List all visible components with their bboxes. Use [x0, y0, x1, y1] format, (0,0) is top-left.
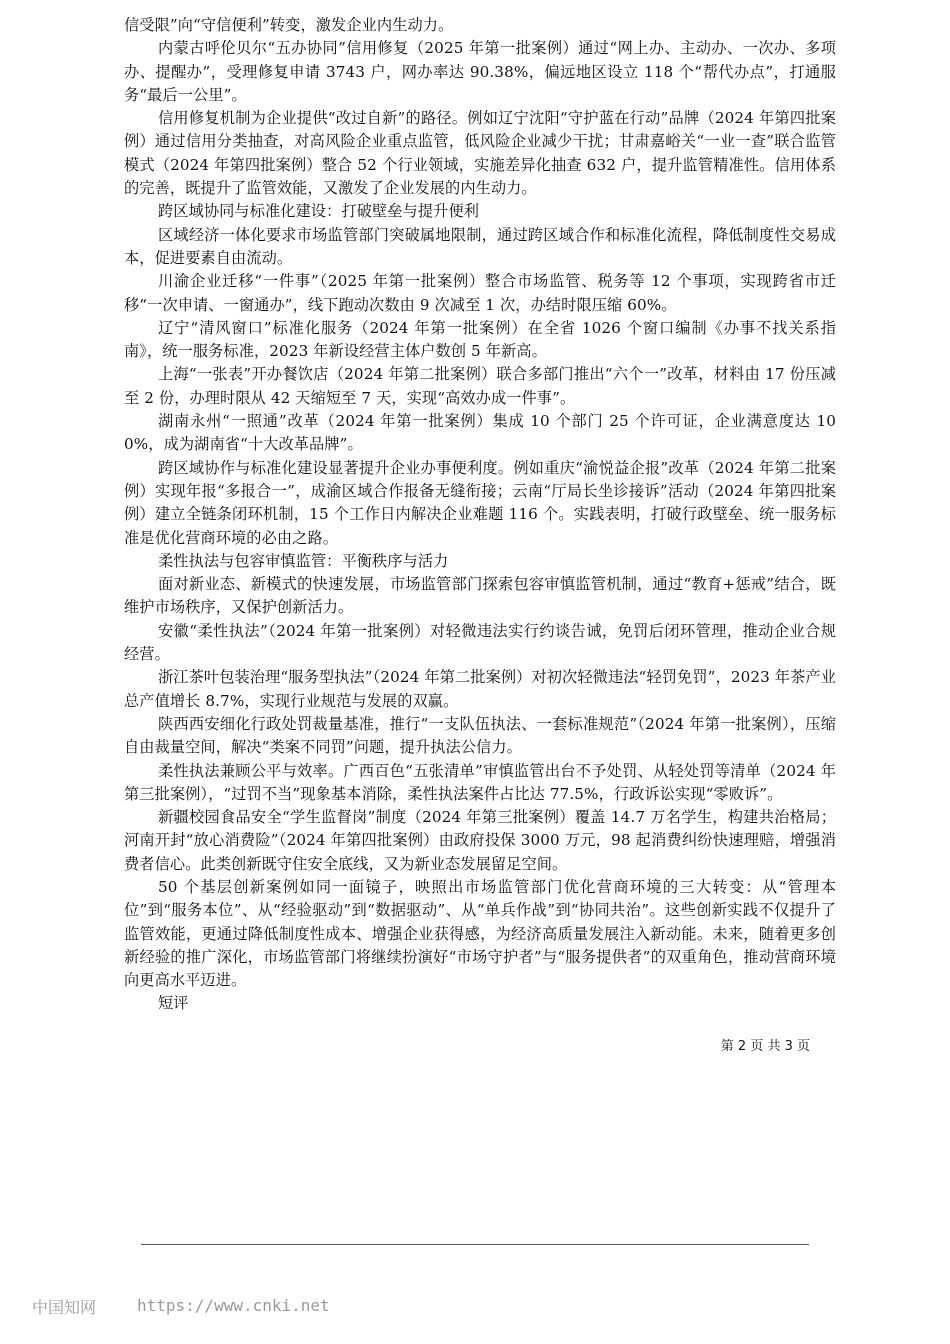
paragraph: 柔性执法兼顾公平与效率。广西百色“五张清单”审慎监管出台不予处罚、从轻处罚等清单（2024 年第三批案例），“过罚不当”现象基本消除，柔性执法案件占比达 77.5%，行政诉讼实现“零败诉”。 — [124, 761, 836, 803]
paragraph: 信受限”向“守信便利”转变，激发企业内生动力。 — [124, 16, 454, 34]
paragraph: 川渝企业迁移“一件事”（2025 年第一批案例）整合市场监管、税务等 12 个事项，实现跨省市迁移“一次申请、一窗通办”，线下跑动次数由 9 次减至 1 次，办结时限压缩 60%。 — [124, 272, 836, 314]
footer-divider — [141, 1244, 809, 1245]
paragraph: 陕西西安细化行政处罚裁量基准，推行“一支队伍执法、一套标准规范”（2024 年第一批案例），压缩自由裁量空间，解决“类案不同罚”问题，提升执法公信力。 — [124, 714, 836, 757]
paragraph: 安徽“柔性执法”（2024 年第一批案例）对轻微违法实行约谈告诫，免罚后闭环管理，推动企业合规经营。 — [124, 621, 836, 664]
paragraph: 浙江茶叶包装治理“服务型执法”（2024 年第二批案例）对初次轻微违法“轻罚免罚”，2023 年茶产业总产值增长 8.7%，实现行业规范与发展的双赢。 — [124, 668, 836, 710]
paragraph: 内蒙古呼伦贝尔“五办协同”信用修复（2025 年第一批案例）通过“网上办、主动办、一次办、多项办、提醒办”，受理修复申请 3743 户，网办率达 90.38%，偏远地区设立 118 个“帮代办点”，打通服务“最后一公里”。 — [124, 39, 836, 104]
article-body — [124, 14, 836, 1016]
paragraph: 区域经济一体化要求市场监管部门突破属地限制，通过跨区域合作和标准化流程，降低制度性交易成本，促进要素自由流动。 — [124, 225, 836, 267]
paragraph: 信用修复机制为企业提供“改过自新”的路径。例如辽宁沈阳“守护蓝在行动”品牌（2024 年第四批案例）通过信用分类抽查，对高风险企业重点监管，低风险企业减少干扰；甘肃嘉峪关“一业一查”联合监管模式（2024 年第四批案例）整合 52 个行业领域，实施差异化抽查 632 户，提升监管精准性。信用体系的完善，既提升了监管效能，又激发了企业发展的内生动力。 — [124, 109, 836, 198]
cnki-url[interactable]: https://www.cnki.net — [137, 1296, 330, 1315]
paragraph: 新疆校园食品安全“学生监督岗”制度（2024 年第三批案例）覆盖 14.7 万名学生，构建共治格局；河南开封“放心消费险”（2024 年第四批案例）由政府投保 3000 万元，98 起消费纠纷快速理赔，增强消费者信心。此类创新既守住安全底线，又为新业态发展留足空间。 — [124, 808, 836, 873]
paragraph: 面对新业态、新模式的快速发展，市场监管部门探索包容审慎监管机制，通过“教育+惩戒”结合，既维护市场秩序，又保护创新活力。 — [124, 575, 836, 617]
paragraph: 跨区域协作与标准化建设显著提升企业办事便利度。例如重庆“渝悦益企报”改革（2024 年第二批案例）实现年报“多报合一”，成渝区域合作报备无缝衔接；云南“厅局长坐诊接诉”活动（2024 年第四批案例）建立全链条闭环机制，15 个工作日内解决企业难题 116 个。实践表明，打破行政壁垒、统一服务标准是优化营商环境的必由之路。 — [124, 458, 836, 547]
cnki-logo-text: 中国知网 — [32, 1298, 97, 1317]
section-heading: 短评 — [158, 994, 189, 1013]
paragraph: 辽宁“清风窗口”标准化服务（2024 年第一批案例）在全省 1026 个窗口编制《办事不找关系指南》，统一服务标准，2023 年新设经营主体户数创 5 年新高。 — [124, 318, 836, 361]
section-heading: 跨区域协同与标准化建设：打破壁垒与提升便利 — [158, 202, 480, 221]
section-heading: 柔性执法与包容审慎监管：平衡秩序与活力 — [158, 551, 449, 570]
paragraph: 50 个基层创新案例如同一面镜子，映照出市场监管部门优化营商环境的三大转变：从“管理本位”到“服务本位”、从“经验驱动”到“数据驱动”、从“单兵作战”到“协同共治”。这些创新实践不仅提升了监管效能，更通过降低制度性成本、增强企业获得感，为经济高质量发展注入新动能。未来，随着更多创新经验的推广深化，市场监管部门将继续扮演好“市场守护者”与“服务提供者”的双重角色，推动营商环境向更高水平迈进。 — [124, 877, 836, 990]
paragraph: 湖南永州“一照通”改革（2024 年第一批案例）集成 10 个部门 25 个许可证，企业满意度达 100%，成为湖南省“十大改革品牌”。 — [124, 412, 836, 454]
page-number: 第 2 页 共 3 页 — [720, 1039, 810, 1054]
paragraph: 上海“一张表”开办餐饮店（2024 年第二批案例）联合多部门推出“六个一”改革，材料由 17 份压减至 2 份，办理时限从 42 天缩短至 7 天，实现“高效办成一件事”。 — [124, 365, 836, 407]
